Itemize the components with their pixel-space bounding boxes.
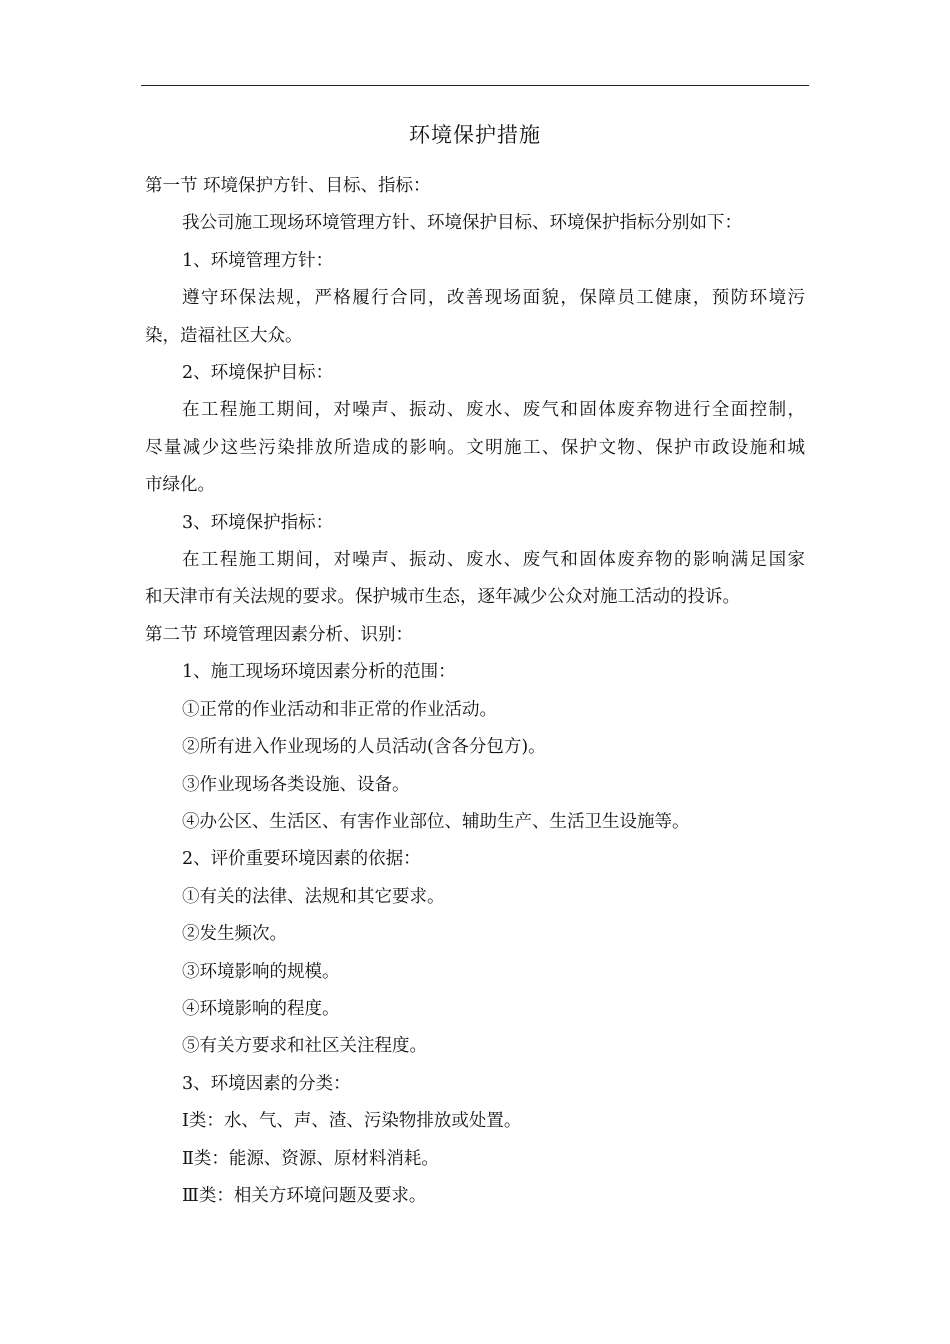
text-line: 3、环境因素的分类： — [182, 1073, 351, 1094]
text-line: ①正常的作业活动和非正常的作业活动。 — [182, 699, 497, 720]
text-line: 市绿化。 — [145, 475, 215, 496]
text-line: 1、环境管理方针： — [182, 250, 334, 271]
text-line: ②所有进入作业现场的人员活动(含各分包方)。 — [182, 737, 546, 758]
text-line: ③作业现场各类设施、设备。 — [182, 774, 410, 795]
text-line: 尽量减少这些污染排放所造成的影响。文明施工、保护文物、保护市政设施和城 — [145, 437, 805, 458]
header-rule — [141, 85, 809, 86]
text-line: 在工程施工期间，对噪声、振动、废水、废气和固体废弃物的影响满足国家 — [182, 550, 805, 571]
text-line: 在工程施工期间，对噪声、振动、废水、废气和固体废弃物进行全面控制， — [182, 400, 805, 421]
text-line: ③环境影响的规模。 — [182, 961, 340, 982]
text-line: Ⅲ类：相关方环境问题及要求。 — [182, 1185, 427, 1206]
text-line: 2、环境保护目标： — [182, 363, 334, 384]
text-line: Ⅰ类：水、气、声、渣、污染物排放或处置。 — [182, 1111, 522, 1132]
text-line: ④办公区、生活区、有害作业部位、辅助生产、生活卫生设施等。 — [182, 811, 690, 832]
text-line: 遵守环保法规，严格履行合同，改善现场面貌，保障员工健康，预防环境污 — [182, 288, 805, 309]
text-line: ④环境影响的程度。 — [182, 998, 340, 1019]
text-line: 3、环境保护指标： — [182, 512, 334, 533]
page-title: 环境保护措施 — [409, 123, 541, 147]
document-body — [145, 168, 805, 1215]
text-line: ⑤有关方要求和社区关注程度。 — [182, 1036, 427, 1057]
text-line: ①有关的法律、法规和其它要求。 — [182, 886, 445, 907]
text-line: 我公司施工现场环境管理方针、环境保护目标、环境保护指标分别如下： — [182, 213, 742, 234]
text-line: 和天津市有关法规的要求。保护城市生态，逐年减少公众对施工活动的投诉。 — [145, 587, 740, 608]
text-line: 1、施工现场环境因素分析的范围： — [182, 662, 456, 683]
text-line: 染，造福社区大众。 — [145, 325, 303, 346]
text-line: 2、评价重要环境因素的依据： — [182, 849, 421, 870]
text-line: Ⅱ类：能源、资源、原材料消耗。 — [182, 1148, 439, 1169]
text-line: 第二节 环境管理因素分析、识别： — [145, 624, 414, 645]
text-line: 第一节 环境保护方针、目标、指标： — [145, 176, 431, 196]
text-line: ②发生频次。 — [182, 924, 287, 945]
